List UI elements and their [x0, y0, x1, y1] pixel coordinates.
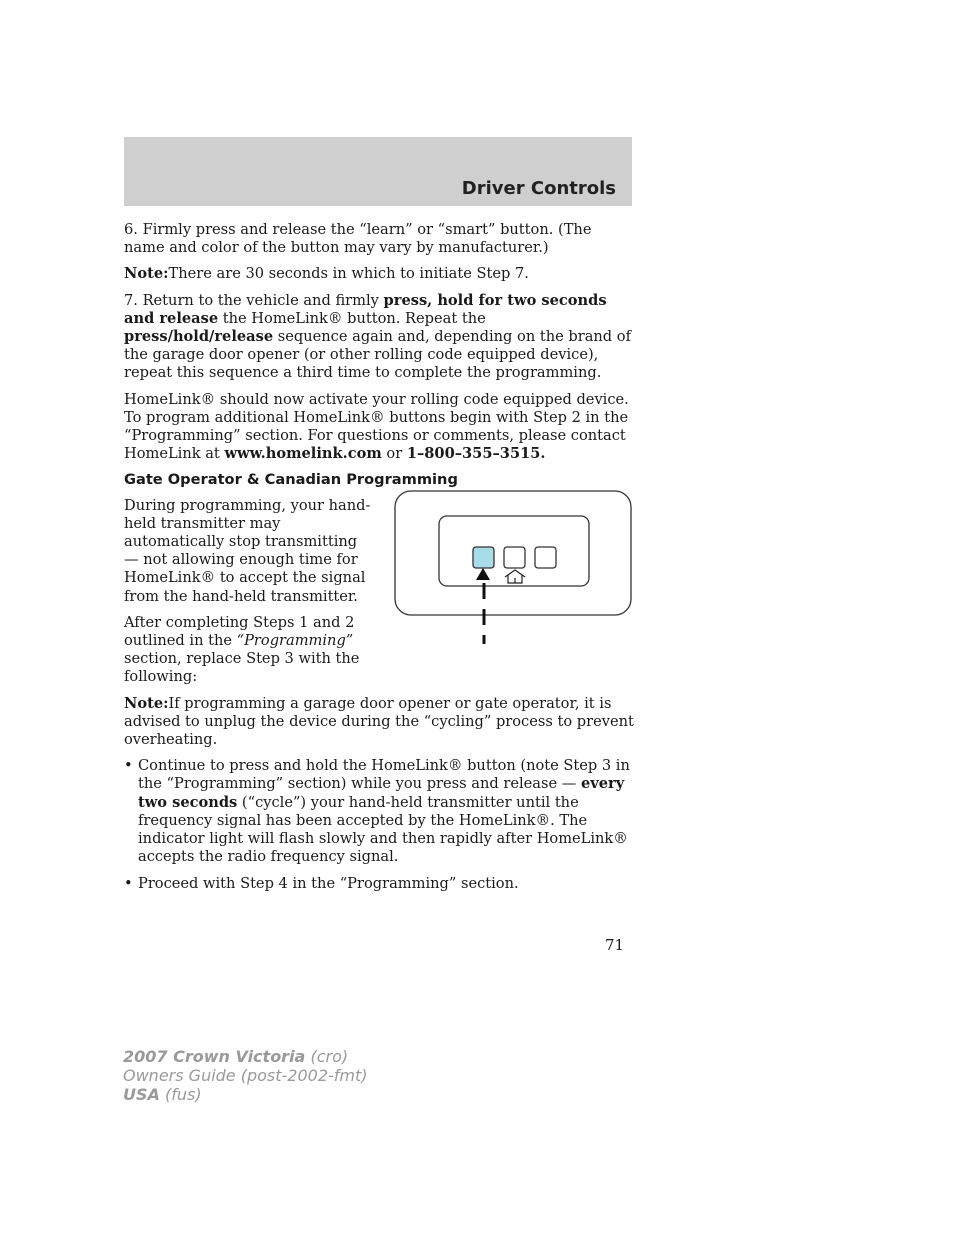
homelink-button-2 [504, 547, 525, 568]
after-paragraph [124, 614, 374, 687]
footer [123, 1047, 368, 1104]
step-7-text: the HomeLink® button. Repeat the [218, 309, 486, 327]
step-7-text: 7. Return to the vehicle and firmly [124, 291, 384, 309]
note-label: Note: [124, 694, 169, 712]
footer-line-2: Owners Guide (post-2002-fmt) [123, 1066, 368, 1085]
during-paragraph: During programming, your hand-held transmitter may automatically stop transmitting — not allowing enough time for HomeLink® to accept the signal from the hand-held transmitter. [124, 496, 371, 605]
step-7-emphasis: press, hold for two seconds and release [124, 291, 607, 327]
section-heading: Gate Operator & Canadian Programming [124, 471, 458, 489]
footer-market: USA [123, 1085, 160, 1104]
footer-line-1 [123, 1047, 368, 1066]
header-band [124, 137, 632, 206]
step-7-emphasis: press/hold/release [124, 328, 274, 346]
note-text: There are 30 seconds in which to initiate Step 7. [168, 265, 529, 283]
bullet-text: Proceed with Step 4 in the “Programming” section. [138, 874, 519, 892]
footer-code: (cro) [305, 1047, 349, 1066]
bullet-text-part: (“cycle”) your hand-held transmitter until the frequency signal has been accepted by the HomeLink®. The indicator light will flash slowly and then rapidly after HomeLink® accepts the radio frequency signal. [138, 793, 628, 866]
note-label: Note: [124, 265, 169, 283]
bullet-marker: • [124, 757, 133, 775]
note-text: If programming a garage door opener or gate operator, it is advised to unplug the device during the “cycling” process to prevent overheating. [124, 694, 634, 749]
homelink-button-1 [473, 547, 494, 568]
after-text: After completing Steps 1 and 2 outlined in the [124, 613, 355, 650]
footer-vehicle: 2007 Crown Victoria [123, 1047, 306, 1066]
bullet-item [124, 875, 636, 893]
section-title: Driver Controls [461, 178, 616, 199]
step-7 [124, 292, 636, 383]
note-2 [124, 695, 636, 750]
bullet-emphasis: every two seconds [138, 775, 625, 811]
homelink-text: or [381, 445, 407, 463]
note-1 [124, 265, 636, 283]
homelink-url: www.homelink.com [224, 445, 382, 463]
homelink-text: HomeLink® should now activate your rolling code equipped device. To program additional HomeLink® buttons begin with Step 2 in the “Programming” section. For questions or comments, please contact HomeLink at [124, 390, 629, 463]
homelink-button-3 [535, 547, 556, 568]
footer-code: (fus) [159, 1085, 202, 1104]
footer-line-3 [123, 1085, 368, 1104]
bullet-marker: • [124, 874, 133, 892]
bullet-text [138, 757, 636, 866]
step-7-text: sequence again and, depending on the brand of the garage door opener (or other rolling code equipped device), repeat this sequence a third time to complete the programming. [124, 328, 631, 382]
bullet-text-part: Continue to press and hold the HomeLink® button (note Step 3 in the “Programming” section) while you press and release — [138, 757, 630, 793]
after-text: section, replace Step 3 with the following: [124, 650, 360, 686]
page-number: 71 [605, 936, 625, 954]
homelink-diagram-svg [394, 490, 634, 650]
homelink-phone: 1–800–355–3515. [406, 445, 546, 463]
homelink-paragraph [124, 391, 636, 464]
step-6: 6. Firmly press and release the “learn” or “smart” button. (The name and color of the button may vary by manufacturer.) [124, 221, 592, 257]
after-italic: “Programming” [236, 632, 354, 650]
homelink-diagram [394, 490, 634, 650]
bullet-item [124, 757, 636, 866]
